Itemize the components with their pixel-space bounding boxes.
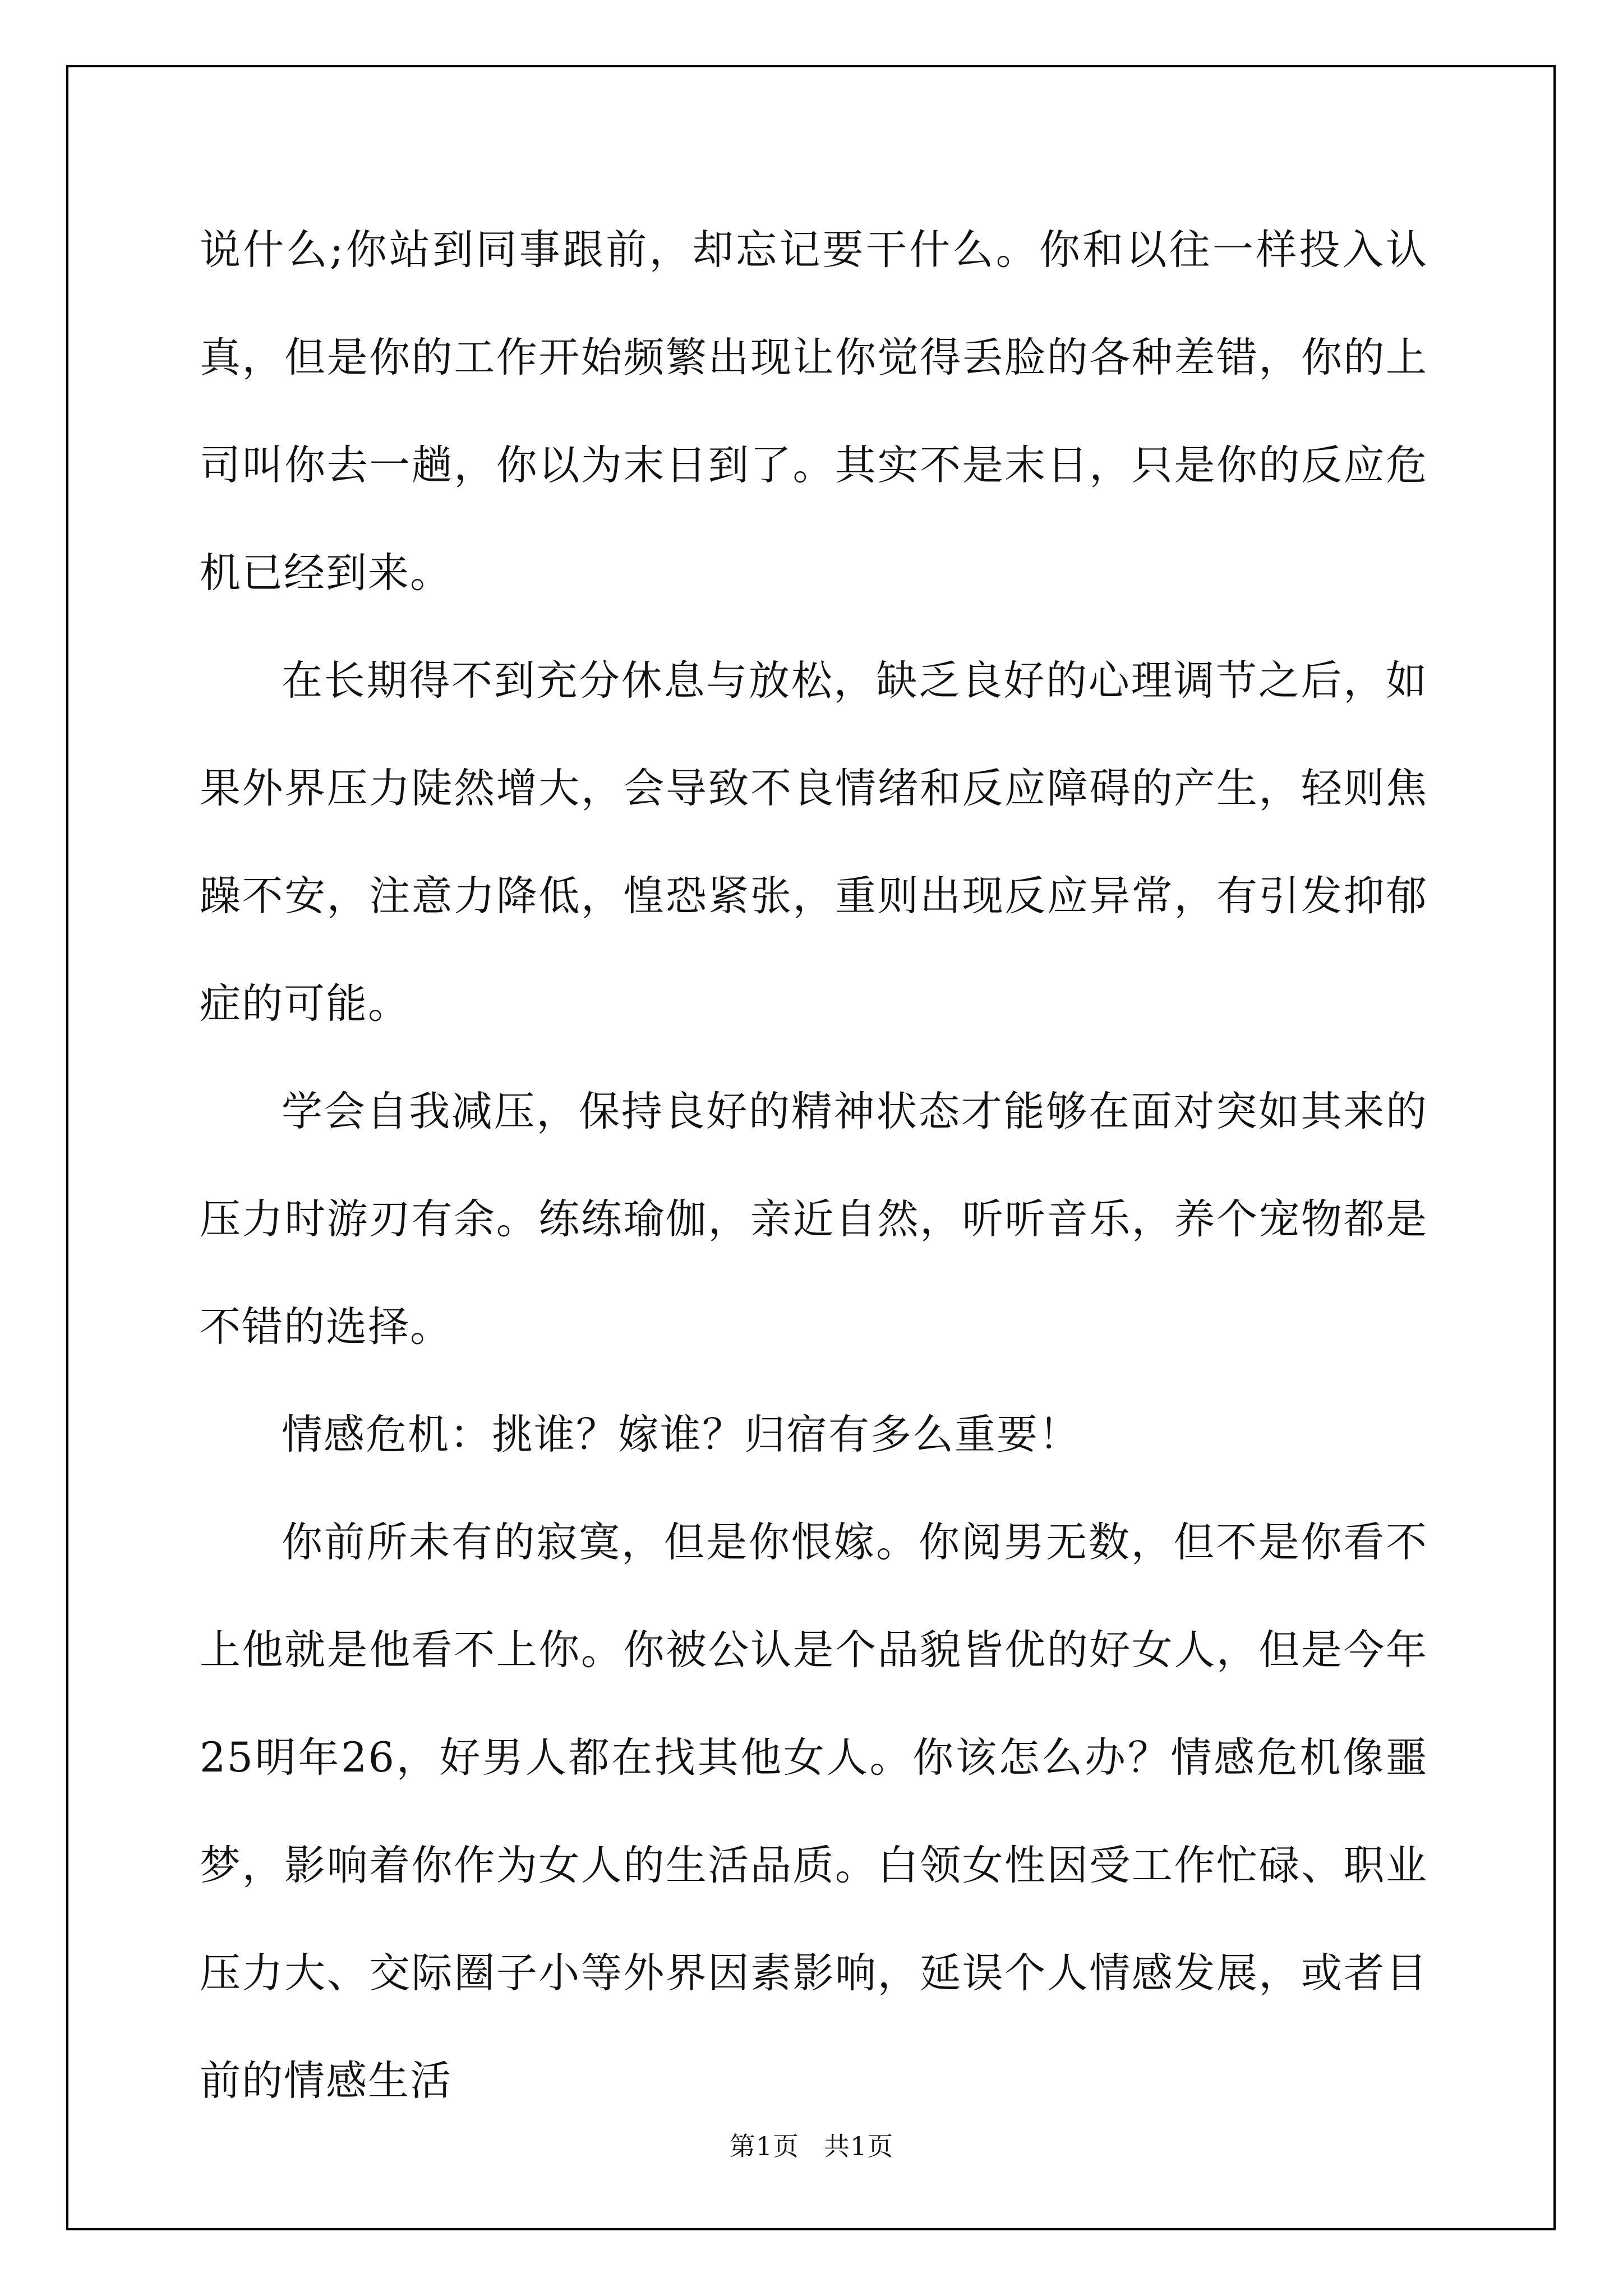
document-body (200, 196, 1428, 2135)
paragraph-2: 在长期得不到充分休息与放松，缺乏良好的心理调节之后，如果外界压力陡然增大，会导致不良情绪和反应障碍的产生，轻则焦躁不安，注意力降低，惶恐紧张，重则出现反应异常，有引发抑郁症的可能。 (200, 657, 1428, 1028)
paragraph-1: 说什么;你站到同事跟前，却忘记要干什么。你和以往一样投入认真，但是你的工作开始频繁出现让你觉得丢脸的各种差错，你的上司叫你去一趟，你以为末日到了。其实不是末日，只是你的反应危机已经到来。 (200, 226, 1428, 597)
page-number: 第1页 (729, 2131, 799, 2161)
page-total: 共1页 (824, 2131, 894, 2161)
section-heading: 情感危机：挑谁？嫁谁？归宿有多么重要！ (282, 1411, 1081, 1458)
paragraph-4: 你前所未有的寂寞，但是你恨嫁。你阅男无数，但不是你看不上他就是他看不上你。你被公认是个品貌皆优的好女人，但是今年25明年26，好男人都在找其他女人。你该怎么办？情感危机像噩梦，影响着你作为女人的生活品质。白领女性因受工作忙碌、职业压力大、交际圈子小等外界因素影响，延误个人情感发展，或者目前的情感生活 (200, 1519, 1428, 2105)
page-footer (0, 2126, 1623, 2163)
paragraph-3: 学会自我减压，保持良好的精神状态才能够在面对突如其来的压力时游刃有余。练练瑜伽，亲近自然，听听音乐，养个宠物都是不错的选择。 (200, 1088, 1428, 1351)
